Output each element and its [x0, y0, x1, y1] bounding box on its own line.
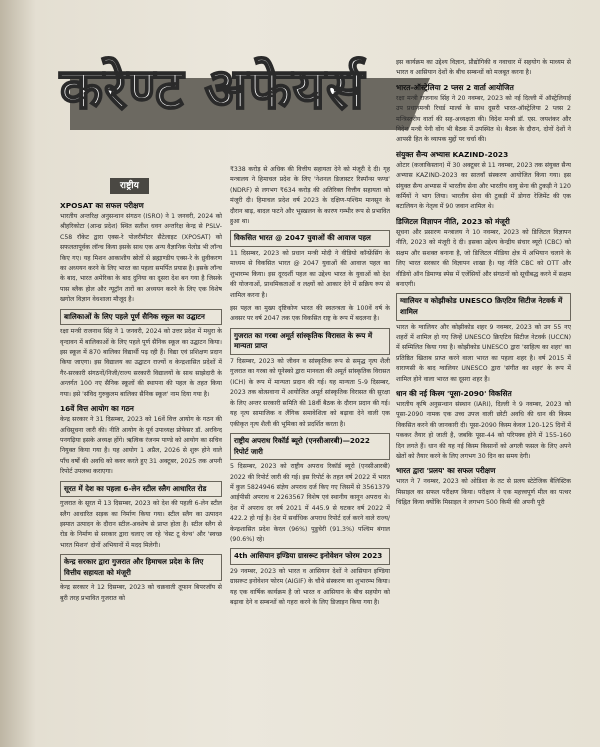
article-body: रक्षा मन्त्री राजनाथ सिंह ने 20 नवम्बर, 2023 को नई दिल्ली में ऑस्ट्रेलियाई उप प्रधानमन्त्री रिचर्ड मार्ल्स के साथ दूसरी भारत-ऑस्ट्रेलिया 2 प्लस 2 मन्त्रिस्तरीय वार्ता की सह-अध्यक्षता की। विदेश मन्त्री डॉ. एस. जयशंकर और विदेश मन्त्री पेनी वोंग भी बैठक में उपस्थित थे। बैठक के दौरान, दोनों देशों ने आपसी हित के व्यापक मुद्दों पर चर्चा की। [396, 94, 571, 144]
article-body: भारत के ग्वालियर और कोझीकोड शहर 9 नवम्बर, 2023 को उन 55 नए शहरों में शामिल हो गए जिन्हें UNESCO क्रिएटिव सिटीज नेटवर्क (UCCN) में सम्मिलित किया गया है। कोझीकोड UNESCO द्वारा 'साहित्य का शहर' का प्रतिष्ठित खिताब प्राप्त करने वाला भारत का पहला शहर है। वर्ष 2015 में वाराणसी के बाद ग्वालियर UNESCO द्वारा 'संगीत का शहर' के रूप में शामिल होने वाला भारत का दूसरा शहर है। [396, 323, 571, 383]
section-label: राष्ट्रीय [110, 178, 149, 194]
page-title: करेण्ट अफेयर्स [60, 57, 365, 122]
article-heading: धान की नई किस्म 'पूसा-2090' विकसित [396, 388, 512, 398]
article-heading: संयुक्त सैन्य अभ्यास KAZIND-2023 [396, 149, 509, 159]
article-heading-boxed: गुजरात का गरबा अमूर्त सांस्कृतिक विरासत के रूप में मान्यता प्राप्त [230, 328, 390, 355]
column-1 [60, 178, 222, 743]
article-heading: भारत-ऑस्ट्रेलिया 2 प्लस 2 वार्ता आयोजित [396, 82, 514, 92]
article-body: इस कार्यक्रम का उद्देश्य विज्ञान, प्रौद्योगिकी व नवाचार में सहयोग के माध्यम से भारत व आसियान देशों के बीच सम्बन्धों को मजबूत करना है। [396, 59, 571, 77]
column-2 [230, 165, 390, 743]
article-body: ₹338 करोड़ से अधिक की वित्तीय सहायता देने को मंजूरी दे दी। गृह मन्त्रालय ने हिमाचल प्रदेश के लिए 'नेशनल डिजास्टर रिस्पॉन्स फण्ड' (NDRF) से लगभग ₹634 करोड़ की अतिरिक्त वित्तीय सहायता को मंजूरी दी। हिमाचल प्रदेश वर्ष 2023 के दक्षिण-पश्चिम मानसून के दौरान बाढ़, बादल फटने और भूस्खलन के कारण गम्भीर रूप से प्रभावित हुआ था। [230, 166, 390, 226]
article-heading-boxed: 4th आसियान इण्डिया ग्रासरूट इनोवेशन फोरम 2023 [230, 548, 390, 565]
article-heading-boxed: राष्ट्रीय अपराध रिकॉर्ड ब्यूरो (एनसीआरबी)—2022 रिपोर्ट जारी [230, 433, 390, 460]
article-body: 7 दिसम्बर, 2023 को जीवन व सांस्कृतिक रूप से समृद्ध नृत्य शैली गुजरात का गरबा को यूनेस्को द्वारा मानवता की अमूर्त सांस्कृतिक विरासत (ICH) के रूप में मान्यता प्रदान की गई। यह मान्यता 5-9 दिसम्बर, 2023 तक बोत्सवाना में आयोजित अमूर्त सांस्कृतिक विरासत की सुरक्षा के लिए अन्तर सरकारी समिति की 18वीं बैठक के दौरान प्रदान की गई। यह नृत्य सामाजिक व लैंगिक समावेशिता को बढ़ावा देने वाली एक एकीकृत नृत्य शैली की भूमिका को प्रदर्शित करता है। [230, 358, 390, 428]
article-body: सूचना और प्रसारण मन्त्रालय ने 10 नवम्बर, 2023 को डिजिटल विज्ञापन नीति, 2023 को मंजूरी दे दी। इसका उद्देश्य केन्द्रीय संचार ब्यूरो (CBC) को सक्षम और सशक्त बनाना है, जो डिजिटल मीडिया क्षेत्र में अभियान चलाने के लिए भारत सरकार की विज्ञापन शाखा है। यह नीति CBC को OTT और वीडियो ऑन डिमाण्ड स्पेस में एजेंसियों और संगठनों को सूचीबद्ध करने में सक्षम बनाएगी। [396, 228, 571, 288]
article-heading-boxed: ग्वालियर व कोझीकोड UNESCO क्रिएटिव सिटीज नेटवर्क में शामिल [396, 293, 571, 320]
article-body: गुजरात के सूरत में 13 दिसम्बर, 2023 को देश की पहली 6-लेन स्टील स्लैग आधारित सड़क का निर्माण किया गया। स्टील स्लैग का उत्पादन इस्पात उत्पादन के दौरान स्टील-अवशेष से प्राप्त होता है। स्टील स्लैग से रोड के निर्माण से सरकार द्वारा चलाए जा रहे 'वेस्ट टू वेल्थ' और 'स्वच्छ भारत मिशन' दोनों अभियानों में मदद मिलेगी। [60, 500, 222, 549]
article-body: भारतीय कृषि अनुसन्धान संस्थान (IARI), दिल्ली ने 9 नवम्बर, 2023 को पूसा-2090 नामक एक उच्च उपज वाली छोटी अवधि की धान की किस्म विकसित करने की जानकारी दी। पूसा-2090 किस्म केवल 120-125 दिनों में पककर तैयार हो जाती है, जबकि पूसा-44 को परिपक्व होने में 155-160 दिन लगते हैं। धान की यह नई किस्म किसानों को अगली फसल के लिए अपने खेतों को तैयार करने के लिए लगभग 30 दिन का समय देगी। [396, 400, 571, 460]
article-heading-boxed: विकसित भारत @ 2047 युवाओं की आवाज पहल [230, 230, 390, 247]
article-heading-boxed: सूरत में देश का पहला 6-लेन स्टील स्लैग आधारित रोड [60, 481, 222, 498]
article-heading: भारत द्वारा 'प्रलय' का सफल परीक्षण [396, 466, 496, 476]
article-body: 29 नवम्बर, 2023 को भारत व आसियान देशों ने आसियान इण्डिया ग्रासरूट इनोवेशन फोरम (AIGIF) के चौथे संस्करण का शुभारम्भ किया। यह एक वार्षिक कार्यक्रम है जो भारत व आसियान के बीच सहयोग को बढ़ावा देने व सम्बन्धों को गहरा करने के लिए डिजाइन किया गया है। [230, 567, 390, 607]
column-3 [396, 58, 571, 743]
article-body: 11 दिसम्बर, 2023 को प्रधान मन्त्री मोदी ने वीडियो कॉन्फ्रेंसिंग के माध्यम से विकसित भारत @ 2047 युवाओं की आवाज पहल का शुभारम्भ किया। इस दूरदर्शी पहल का उद्देश्य भारत के युवाओं को देश की योजनाओं, प्राथमिकताओं व लक्ष्यों को आकार देने में सक्रिय रूप से शामिल करना है। [230, 250, 390, 299]
article-body: ओटार (कजाकिस्तान) में 30 अक्टूबर से 11 नवम्बर, 2023 तक संयुक्त सैन्य अभ्यास KAZIND-2023 का सातवाँ संस्करण आयोजित किया गया। इस संयुक्त सैन्य अभ्यास में भारतीय सेना और भारतीय वायु सेना की टुकड़ी ने 120 कर्मियों ने भाग लिया। भारतीय सेना की टुकड़ी में डोगरा रेजिमेंट की एक बटालियन के नेतृत्व में 90 जवान शामिल थे। [396, 161, 571, 211]
article-body: रक्षा मन्त्री राजनाथ सिंह ने 1 जनवरी, 2024 को उत्तर प्रदेश में मथुरा के वृन्दावन में बालिकाओं के लिए पहले पूर्ण सैनिक स्कूल का उद्घाटन किया। इस स्कूल में 870 बालिका विद्यार्थी पढ़ रही हैं। विद्या एवं प्रशिक्षण प्रदान किया जाएगा। इस विद्यालय का उद्घाटन राज्यों व केन्द्रशासित प्रदेशों में गैर-सरकारी संगठनों/निजी/राज्य सरकारी विद्यालयों के साथ साझेदारी के अन्तर्गत 100 नए सैनिक स्कूलों की स्थापना की पहल के तहत किया गया। इसे 'संविद गुरुकुलम बालिका सैनिक स्कूल' नाम दिया गया है। [60, 328, 222, 398]
article-body: इस पहल का मुख्य दृष्टिकोण भारत की स्वतन्त्रता के 100वें वर्ष के अवसर पर वर्ष 2047 तक एक विकसित राष्ट्र के रूप में बदलना है। [230, 305, 390, 323]
article-heading: डिजिटल विज्ञापन नीति, 2023 को मंजूरी [396, 216, 510, 226]
article-body: केन्द्र सरकार ने 12 दिसम्बर, 2023 को चक्रवाती तूफान बिपरजॉय से बुरी तरह प्रभावित गुजरात को [60, 584, 222, 602]
article-heading-boxed: बालिकाओं के लिए पहले पूर्ण सैनिक स्कूल का उद्घाटन [60, 309, 222, 326]
article-body: केन्द्र सरकार ने 31 दिसम्बर, 2023 को 16वें वित्त आयोग के गठन की अधिसूचना जारी की। नीति आयोग के पूर्व उपाध्यक्ष प्रोफेसर डॉ. अरविन्द पनगढ़िया इसके अध्यक्ष होंगे। ऋत्विक रंजनम पाण्डे को आयोग का सचिव नियुक्त किया गया है। यह आयोग 1 अप्रैल, 2026 से शुरू होने वाले पाँच वर्षों की अवधि को कवर करते हुए 31 अक्टूबर, 2025 तक अपनी रिपोर्ट उपलब्ध कराएगा। [60, 416, 222, 476]
article-heading-boxed: केन्द्र सरकार द्वारा गुजरात और हिमाचल प्रदेश के लिए वित्तीय सहायता को मंजूरी [60, 554, 222, 581]
article-heading: XPOSAT का सफल परीक्षण [60, 201, 144, 210]
article-body: 5 दिसम्बर, 2023 को राष्ट्रीय अपराध रिकॉर्ड ब्यूरो (एनसीआरबी) 2022 की रिपोर्ट जारी की गई। इस रिपोर्ट के तहत वर्ष 2022 में भारत में कुल 5824946 संज्ञेय अपराध दर्ज किए गए जिसमें से 3561379 आईपीसी अपराध व 2263567 विशेष एवं स्थानीय कानून अपराध थे। देश में अपराध दर वर्ष 2021 में 445.9 से घटकर वर्ष 2022 में 422.2 हो गई है। देश में सर्वाधिक अपराध रिपोर्ट दर्ज करने वाले राज्य/केन्द्रशासित प्रदेश केरल (96%) पुडुचेरी (91.3%) पश्चिम बंगाल (90.6%) रहे। [230, 463, 390, 543]
article-body: भारतीय अन्तरिक्ष अनुसन्धान संगठन (ISRO) ने 1 जनवरी, 2024 को श्रीहरिकोटा (आन्ध्र प्रदेश) स्थित सतीश धवन अन्तरिक्ष केन्द्र से PSLV-C58 रॉकेट द्वारा एक्स-रे पोलरीमीटर सैटेलाइट (XPOSAT) को सफलतापूर्वक लॉन्च किया इसके साथ एक अन्य वैज्ञानिक पेलोड भी लॉन्च किए गए। यह मिशन आकाशीय स्रोतों से ब्रह्माण्डीय एक्स-रे के ध्रुवीकरण का अध्ययन करने के लिए भारत का पहला समर्पित प्रयास है। इसके लॉन्च के बाद, भारत अमेरिका के बाद दुनिया का दूसरा देश बन गया है जिसके पास ब्लैक होल और न्यूट्रॉन तारों का अध्ययन करने के लिए एक विशेष खगोल विज्ञान वेधशाला मौजूद है। [60, 213, 222, 304]
article-body: भारत ने 7 नवम्बर, 2023 को ओडिशा के तट से प्रलय स्टेटेजिक बैलिस्टिक मिसाइल का सफल परीक्षण किया। परीक्षण ने एक महत्त्वपूर्ण मील का पत्थर चिह्नित किया क्योंकि मिसाइल ने लगभग 500 किमी की अपनी पूरी [396, 478, 571, 507]
article-heading: 16वें वित्त आयोग का गठन [60, 404, 134, 414]
